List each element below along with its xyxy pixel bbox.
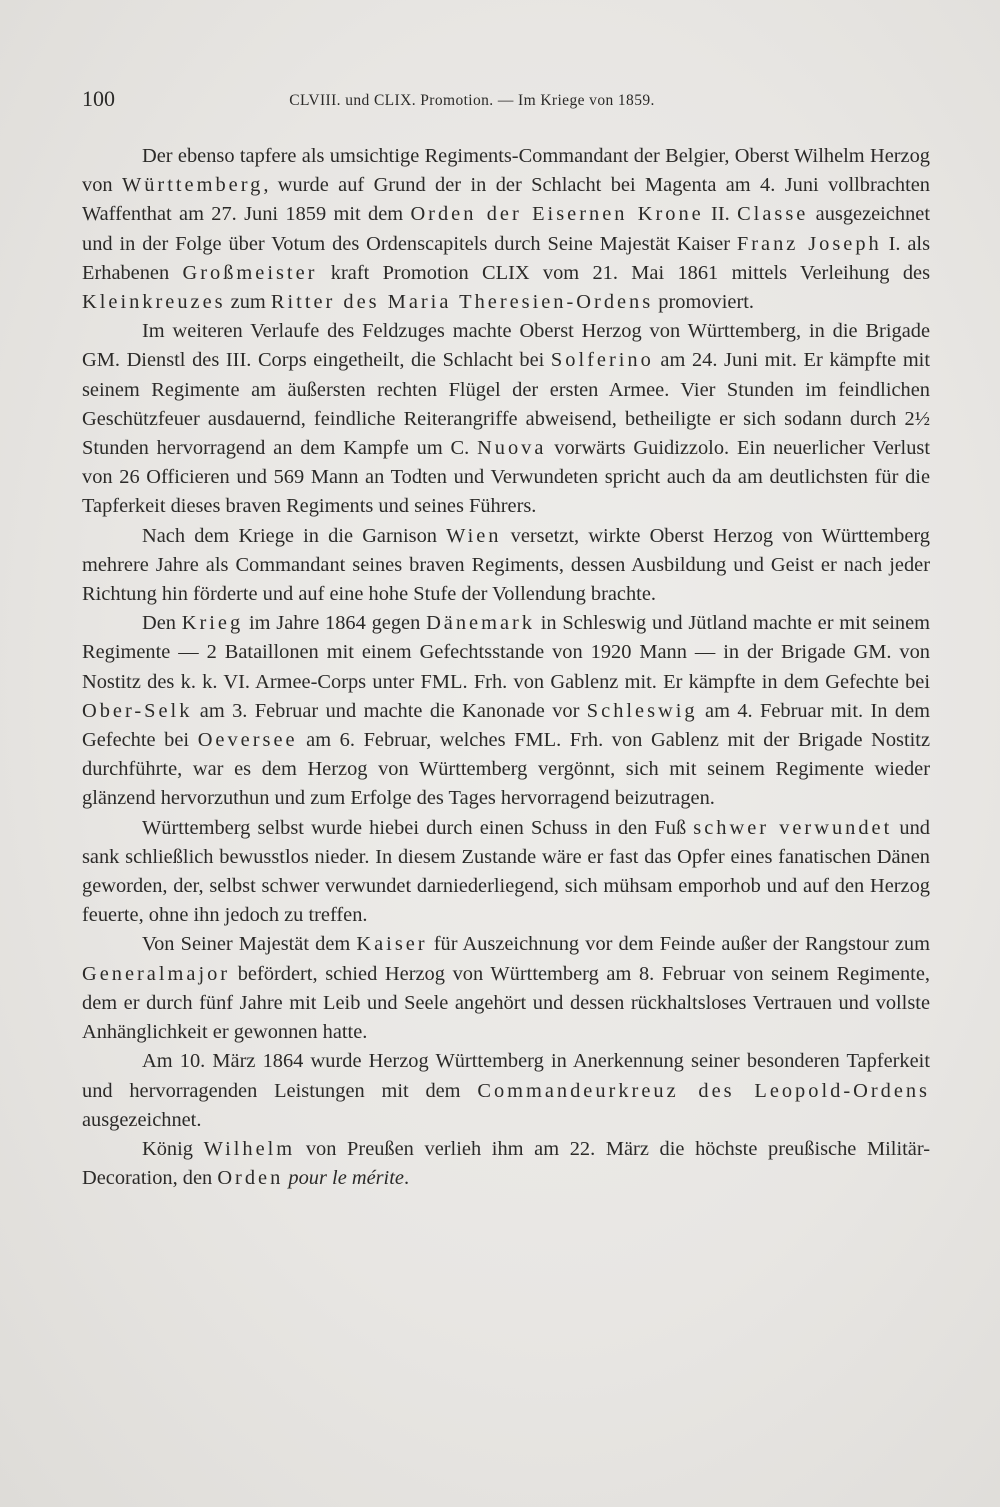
text-run: am 24. Juni mit. Er kämpfte mit seinem Regimente am äußersten rechten Flügel der ersten Armee. Vier Stunden im feindlichen Geschützfeuer ausdauernd, feindliche Reiterangriffe abweisend, betheiligte er sich sodann durch 2½ Stunden hervorragend an dem Kampfe um C. (82, 349, 931, 460)
paragraph (82, 317, 930, 521)
spaced-emphasis: Wien (446, 524, 502, 547)
text-run: im Jahre 1864 gegen (243, 612, 427, 635)
spaced-emphasis: Orden (217, 1167, 284, 1190)
page-header (82, 86, 922, 116)
spaced-emphasis: Commandeurkreuz des Leopold-Ordens (477, 1079, 930, 1102)
page-number: 100 (82, 86, 115, 111)
paragraph (82, 609, 930, 813)
text-run: . (403, 1167, 410, 1190)
body-text (82, 142, 930, 1193)
text-run: I. als Erhabenen (82, 232, 931, 284)
text-run: Am 10. März 1864 wurde Herzog Württemberg in Anerkennung seiner besonderen Tapferkeit und hervorragenden Leistungen mit dem (82, 1050, 930, 1102)
text-run: versetzt, wirkte Oberst Herzog von Württemberg mehrere Jahre als Commandant seines braven Regiments, dessen Ausbildung und Geist er nach jeder Richtung hin förderte und auf eine hohe Stufe der Vollendung brachte. (82, 524, 930, 606)
spaced-emphasis: Wilhelm (203, 1137, 296, 1160)
text-run: vorwärts Guidizzolo. Ein neuerlicher Verlust von 26 Officieren und 569 Mann an Todten und Verwundeten spricht auch da am deutlichsten für die Tapferkeit dieses braven Regiments und seines Führers. (82, 437, 930, 518)
spaced-emphasis: Classe (737, 203, 809, 226)
spaced-emphasis: Ober-Selk (82, 699, 193, 722)
paragraph (82, 142, 930, 317)
paragraph (82, 814, 930, 931)
text-run: Der ebenso tapfere als umsichtige Regiments-Commandant der Belgier, Oberst Wilhelm Herzog von (82, 145, 930, 197)
text-run: Im weiteren Verlaufe des Feldzuges machte Oberst Herzog von Württemberg, in die Brigade GM. Dienstl des III. Corps eingetheilt, die Schlacht bei (82, 320, 930, 372)
text-run: Den (142, 612, 182, 635)
text-run: kraft Promotion CLIX vom 21. Mai 1861 mittels Verleihung des (317, 261, 931, 284)
text-run: von Preußen verlieh ihm am 22. März die höchste preußische Militär-Decoration, den (82, 1137, 931, 1190)
text-run: für Auszeichnung vor dem Feinde außer der Rangstour zum (427, 933, 930, 956)
text-run: Von Seiner Majestät dem (142, 933, 357, 956)
spaced-emphasis: Württemberg (121, 174, 264, 197)
paragraph (82, 930, 930, 1047)
italic-text: pour le mérite (288, 1167, 404, 1190)
spaced-emphasis: Orden der Eisernen Krone (410, 203, 704, 226)
running-head: CLVIII. und CLIX. Promotion. — Im Kriege von 1859. (289, 92, 655, 109)
text-run: Württemberg selbst wurde hiebei durch einen Schuss in den Fuß (142, 816, 694, 839)
text-run: befördert, schied Herzog von Württemberg am 8. Februar von seinem Regimente, dem er durch fünf Jahre mit Leib und Seele angehört und dessen rückhaltsloses Vertrauen und vollste Anhänglichkeit er gewonnen hatte. (82, 962, 930, 1044)
spaced-emphasis: Oeversee (197, 729, 298, 752)
spaced-emphasis: Ritter des Maria Theresien-Ordens (270, 291, 654, 314)
spaced-emphasis: Dänemark (426, 612, 535, 635)
paragraph (82, 522, 930, 610)
paragraph (82, 1047, 930, 1135)
spaced-emphasis: Krieg (181, 612, 244, 635)
text-run: ausgezeichnet und in der Folge über Votum des Ordenscapitels durch Seine Majestät Kaiser (82, 203, 930, 255)
spaced-emphasis: Generalmajor (82, 962, 231, 985)
text-run: König (142, 1137, 204, 1160)
text-run: ausgezeichnet. (82, 1108, 202, 1131)
text-run: am 6. Februar, welches FML. Frh. von Gablenz mit der Brigade Nostitz durchführte, war es dem Herzog von Württemberg vergönnt, sich mit seinem Regimente wieder glänzend hervorzuthun und zum Erfolge des Tages hervorragend beizutragen. (82, 729, 930, 810)
spaced-emphasis: Franz Joseph (736, 232, 882, 255)
text-run: II. (703, 203, 738, 226)
spaced-emphasis: Kleinkreuzes (82, 291, 226, 314)
text-run: und sank schließlich bewusstlos nieder. In diesem Zustande wäre er fast das Opfer eines fanatischen Dänen geworden, der, selbst schwer verwundet darniederliegend, sich mühsam emporhob und auf den Herzog feuerte, ohne ihn jedoch zu treffen. (82, 816, 930, 927)
text-run: , wurde auf Grund der in der Schlacht bei Magenta am 4. Juni vollbrachten Waffenthat am 27. Juni 1859 mit dem (82, 174, 931, 226)
text-run: promoviert. (653, 291, 755, 314)
text-run: in Schleswig und Jütland machte er mit seinem Regimente — 2 Bataillonen mit einem Gefechtsstande von 1920 Mann — in der Brigade GM. von Nostitz des k. k. VI. Armee-Corps unter FML. Frh. von Gablenz mit. Er kämpfte in dem Gefechte bei (82, 612, 930, 693)
spaced-emphasis: schwer verwundet (693, 816, 893, 839)
text-run: zum (225, 291, 271, 314)
spaced-emphasis: Großmeister (182, 261, 318, 284)
text-run: am 3. Februar und machte die Kanonade vor (192, 699, 587, 722)
paragraph (82, 1135, 930, 1193)
spaced-emphasis: Schleswig (586, 699, 698, 722)
spaced-emphasis: Solferino (550, 349, 654, 372)
spaced-emphasis: Kaiser (356, 933, 428, 956)
spaced-emphasis: Nuova (477, 437, 547, 460)
text-run: Nach dem Kriege in die Garnison (142, 524, 447, 547)
text-run: am 4. Februar mit. In dem Gefechte bei (82, 699, 930, 752)
